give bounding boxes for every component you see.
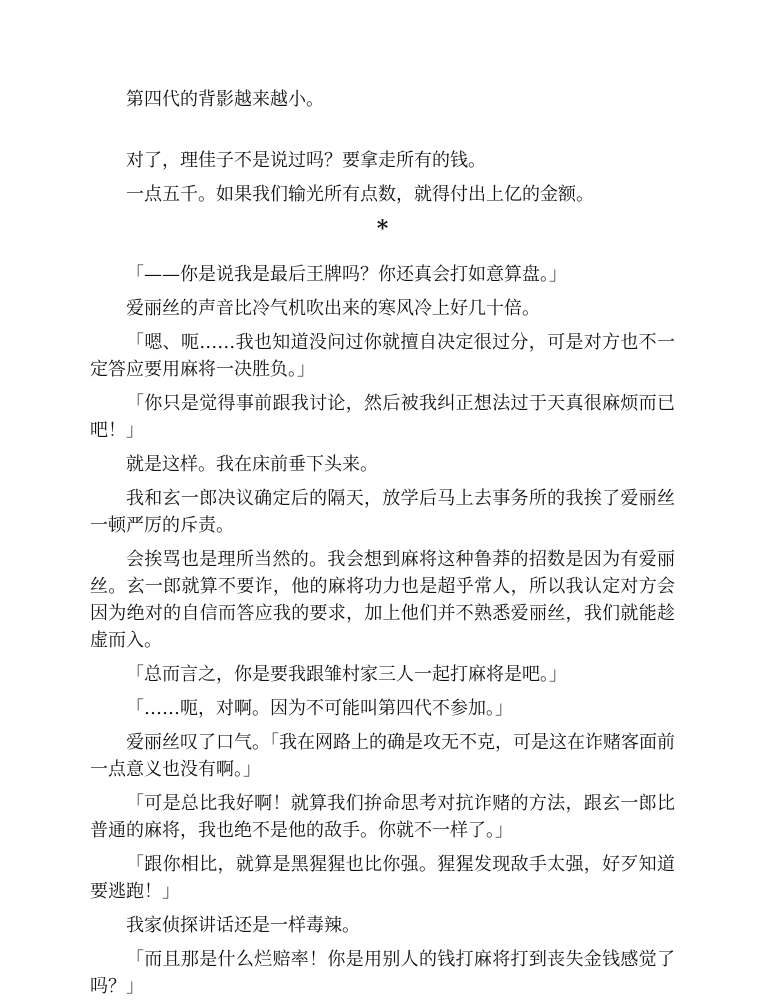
paragraph: 「总而言之，你是要我跟雏村家三人一起打麻将是吧。」 bbox=[126, 664, 567, 685]
paragraph: 爱丽丝叹了口气。「我在网路上的确是攻无不克，可是这在诈赌客面前一点意义也没有啊。」 bbox=[90, 732, 675, 780]
paragraph: 会挨骂也是理所当然的。我会想到麻将这种鲁莽的招数是因为有爱丽丝。玄一郎就算不要诈，他的麻将功力也是超乎常人，所以我认定对方会因为绝对的自信而答应我的要求，加上他们并不熟悉爱丽丝，我们就能趁虚而入。 bbox=[90, 549, 675, 651]
paragraph: 就是这样。我在床前垂下头来。 bbox=[126, 454, 378, 475]
paragraph: 我和玄一郎决议确定后的隔天，放学后马上去事务所的我挨了爱丽丝一顿严厉的斥责。 bbox=[90, 488, 675, 536]
novel-page bbox=[90, 86, 675, 1007]
paragraph: 「——你是说我是最后王牌吗？你还真会打如意算盘。」 bbox=[126, 264, 567, 285]
paragraph: 「而且那是什么烂赔率！你是用别人的钱打麻将打到丧失金钱感觉了吗？」 bbox=[90, 949, 675, 997]
paragraph: 对了，理佳子不是说过吗？要拿走所有的钱。 bbox=[126, 150, 486, 171]
paragraph: 一点五千。如果我们输光所有点数，就得付出上亿的金额。 bbox=[126, 184, 594, 205]
paragraph: 爱丽丝的声音比冷气机吹出来的寒风冷上好几十倍。 bbox=[126, 298, 540, 319]
paragraph: 「嗯、呃……我也知道没问过你就擅自决定很过分，可是对方也不一定答应要用麻将一决胜负。」 bbox=[90, 332, 675, 380]
section-separator: * bbox=[376, 216, 389, 242]
paragraph: 「跟你相比，就算是黑猩猩也比你强。猩猩发现敌手太强，好歹知道要逃跑！」 bbox=[90, 854, 675, 902]
paragraph: 「你只是觉得事前跟我讨论，然后被我纠正想法过于天真很麻烦而已吧！」 bbox=[90, 393, 675, 441]
paragraph: 第四代的背影越来越小。 bbox=[126, 89, 324, 110]
paragraph: 「可是总比我好啊！就算我们拚命思考对抗诈赌的方法，跟玄一郎比普通的麻将，我也绝不是他的敌手。你就不一样了。」 bbox=[90, 793, 675, 841]
paragraph: 我家侦探讲话还是一样毒辣。 bbox=[126, 915, 360, 936]
paragraph: 「……呃，对啊。因为不可能叫第四代不参加。」 bbox=[126, 698, 513, 719]
blank-line bbox=[90, 120, 675, 147]
